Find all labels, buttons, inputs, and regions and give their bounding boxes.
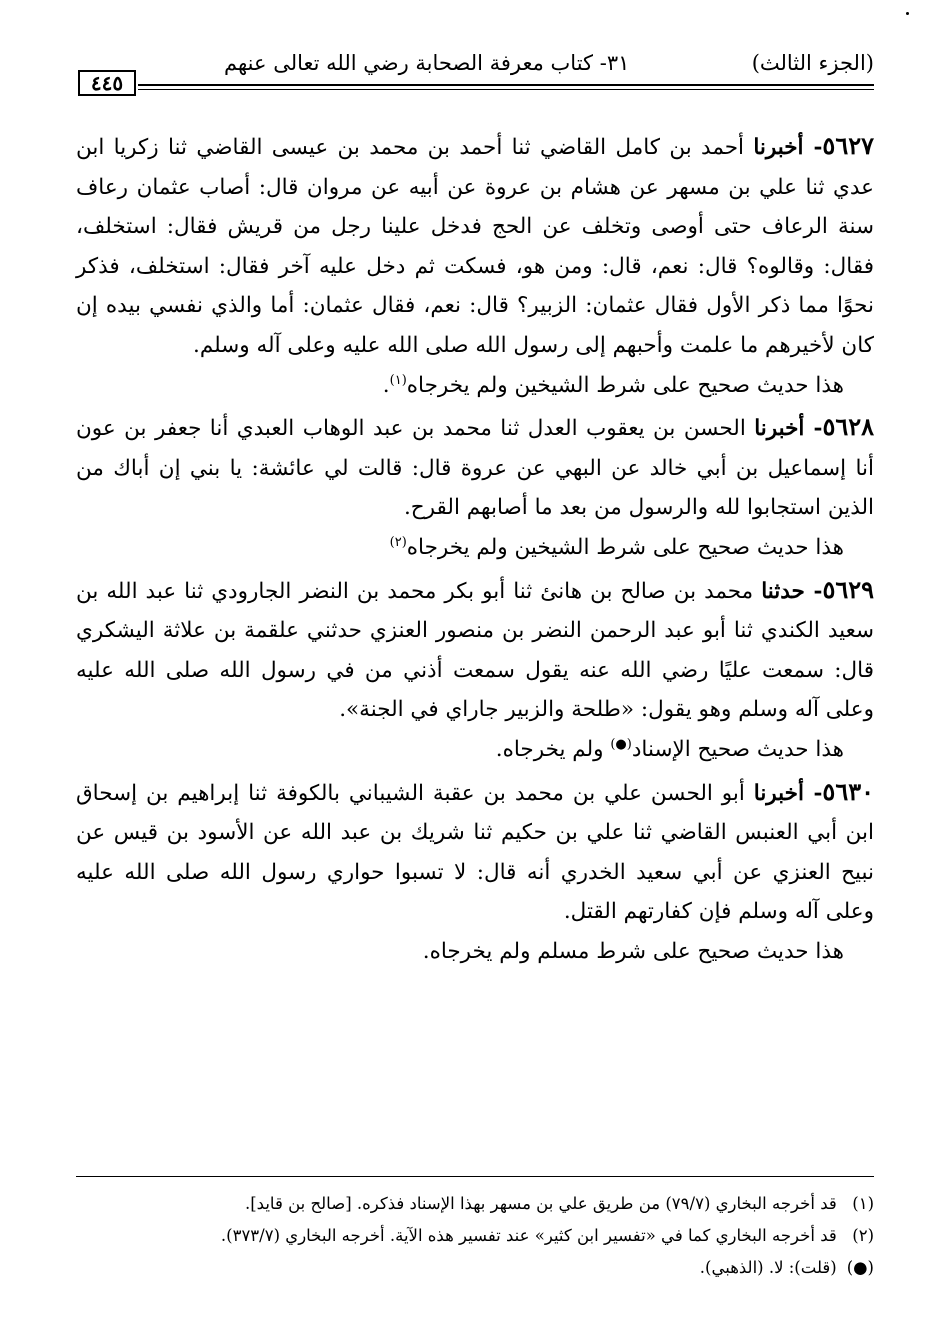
hadith-verdict [76, 528, 874, 568]
header-rule [138, 84, 874, 86]
footnote-ref: (٢) [389, 534, 407, 550]
hadith-lead: أخبرنا [753, 780, 804, 806]
hadith-number: ٥٦٢٧ [822, 131, 874, 160]
scan-speck [906, 12, 909, 15]
verdict-end: ولم يخرجاه. [495, 736, 611, 762]
verdict-end: . [422, 938, 430, 964]
hadith-text: أحمد بن كامل القاضي ثنا أحمد بن محمد بن عيسى القاضي ثنا زكريا ابن عدي ثنا علي بن مسهر عن هشام بن عروة عن أبيه عن مروان قال: أصاب عثمان رعاف سنة الرعاف حتى أوصى وتخلف عن الحج فدخل علينا رجل من قريش فقال: استخلف، فقال: وقالوه؟ قال: نعم، قال: ومن هو، فسكت ثم دخل عليه آخر فقال: استخلف، فذكر نحوًا مما ذكر الأول فقال عثمان: الزبير؟ قال: نعم، فقال عثمان: أما والذي نفسي بيده إن كان لأخيرهم ما علمت وأحبهم إلى رسول الله صلى الله عليه وعلى آله وسلم. [76, 135, 874, 358]
verdict-end: . [382, 372, 390, 398]
footnote-ref: (١) [389, 372, 407, 388]
hadith-lead: حدثنا [761, 578, 805, 604]
hadith-lead: أخبرنا [754, 416, 805, 442]
volume-label: (الجزء الثالث) [751, 51, 874, 75]
page-number: ٤٤٥ [78, 70, 136, 96]
verdict-text: هذا حديث صحيح على شرط الشيخين ولم يخرجاه [406, 372, 844, 398]
page-body [76, 126, 874, 971]
footnote-3 [76, 1252, 874, 1284]
footnote-text: قد أخرجه البخاري كما في «تفسير ابن كثير» عند تفسير هذه الآية. أخرجه البخاري (٣٧٣/٧). [220, 1226, 837, 1245]
verdict-text: هذا حديث صحيح الإسناد [631, 736, 844, 762]
footnote-2 [76, 1220, 874, 1252]
hadith-number: ٥٦٢٩ [822, 574, 875, 604]
hadith-text: أبو الحسن علي بن محمد بن عقبة الشيباني بالكوفة ثنا إبراهيم بن إسحاق ابن أبي العنبس القاضي ثنا علي بن حكيم ثنا شريك بن عبد الله عن الأسود بن قيس عن نبيح العنزي عن أبي سعيد الخدري أنه قال: لا تسبوا حواري رسول الله صلى الله عليه وعلى آله وسلم فإن كفارتهم القتل. [76, 780, 874, 925]
verdict-text: هذا حديث صحيح على شرط الشيخين ولم يخرجاه [406, 534, 844, 560]
hadith-number: ٥٦٣٠ [822, 776, 874, 806]
book-title: ٣١- كتاب معرفة الصحابة رضي الله تعالى عنهم [224, 51, 630, 75]
hadith-verdict [76, 366, 874, 406]
hadith-5630: ٥٦٣٠- أخبرنا أبو الحسن علي بن محمد بن عقبة الشيباني بالكوفة ثنا إبراهيم بن إسحاق ابن أبي العنبس القاضي ثنا علي بن حكيم ثنا شريك بن عبد الله عن الأسود بن قيس عن نبيح العنزي عن أبي سعيد الخدري أنه قال: لا تسبوا حواري رسول الله صلى الله عليه وعلى آله وسلم فإن كفارتهم القتل. [76, 776, 874, 925]
hadith-5627: ٥٦٢٧- أخبرنا أحمد بن كامل القاضي ثنا أحمد بن محمد بن عيسى القاضي ثنا زكريا ابن عدي ثنا علي بن مسهر عن هشام بن عروة عن أبيه عن مروان قال: أصاب عثمان رعاف سنة الرعاف حتى أوصى وتخلف عن الحج فدخل علينا رجل من قريش فقال: استخلف، فقال: وقالوه؟ قال: نعم، قال: ومن هو، فسكت ثم دخل عليه آخر فقال: استخلف، فذكر نحوًا مما ذكر الأول فقال عثمان: الزبير؟ قال: نعم، فقال عثمان: أما والذي نفسي بيده إن كان لأخيرهم ما علمت وأحبهم إلى رسول الله صلى الله عليه وعلى آله وسلم. [76, 131, 874, 358]
hadith-verdict [76, 730, 874, 770]
footnote-mark: (١) [852, 1194, 874, 1213]
hadith-5629: ٥٦٢٩- حدثنا محمد بن صالح بن هانئ ثنا أبو بكر محمد بن النضر الجارودي ثنا عبد الله بن سعيد الكندي ثنا أبو عبد الرحمن النضر بن منصور العنزي حدثني علقمة بن علاثة اليشكري قال: سمعت عليًا رضي الله عنه يقول سمعت أذني من في رسول الله صلى الله عليه وعلى آله وسلم وهو يقول: «طلحة والزبير جاراي في الجنة». [76, 574, 875, 723]
header-rule-thin [138, 89, 874, 90]
hadith-lead: أخبرنا [753, 135, 804, 160]
footnote-ref: (●) [610, 736, 632, 752]
hadith-5628: ٥٦٢٨- أخبرنا الحسن بن يعقوب العدل ثنا محمد بن عبد الوهاب العبدي أنا جعفر بن عون أنا إسماعيل بن أبي خالد عن البهي عن عروة قال: قالت لي عائشة: يا بني إن أباك من الذين استجابوا لله والرسول من بعد ما أصابهم القرح. [76, 412, 874, 521]
footnote-divider [76, 1176, 874, 1177]
hadith-verdict [76, 932, 874, 972]
footnote-text: قد أخرجه البخاري (٧٩/٧) من طريق علي بن مسهر بهذا الإسناد فذكره. [صالح بن قايد]. [245, 1194, 837, 1213]
running-head [224, 50, 874, 76]
verdict-text: هذا حديث صحيح على شرط مسلم ولم يخرجاه [429, 938, 844, 964]
hadith-number: ٥٦٢٨ [822, 412, 874, 442]
footnote-text: (قلت): لا. (الذهبي). [699, 1258, 837, 1277]
hadith-text: الحسن بن يعقوب العدل ثنا محمد بن عبد الوهاب العبدي أنا جعفر بن عون أنا إسماعيل بن أبي خالد عن البهي عن عروة قال: قالت لي عائشة: يا بني إن أباك من الذين استجابوا لله والرسول من بعد ما أصابهم القرح. [76, 416, 874, 521]
hadith-text: محمد بن صالح بن هانئ ثنا أبو بكر محمد بن النضر الجارودي ثنا عبد الله بن سعيد الكندي ثنا أبو عبد الرحمن النضر بن منصور العنزي حدثني علقمة بن علاثة اليشكري قال: سمعت عليًا رضي الله عنه يقول سمعت أذني من في رسول الله صلى الله عليه وعلى آله وسلم وهو يقول: «طلحة والزبير جاراي في الجنة». [76, 578, 874, 723]
page-header [78, 42, 874, 100]
footnote-mark: (٢) [852, 1226, 874, 1245]
footnote-mark: (●) [846, 1258, 874, 1277]
footnote-1 [76, 1188, 874, 1220]
footnotes [76, 1188, 874, 1284]
